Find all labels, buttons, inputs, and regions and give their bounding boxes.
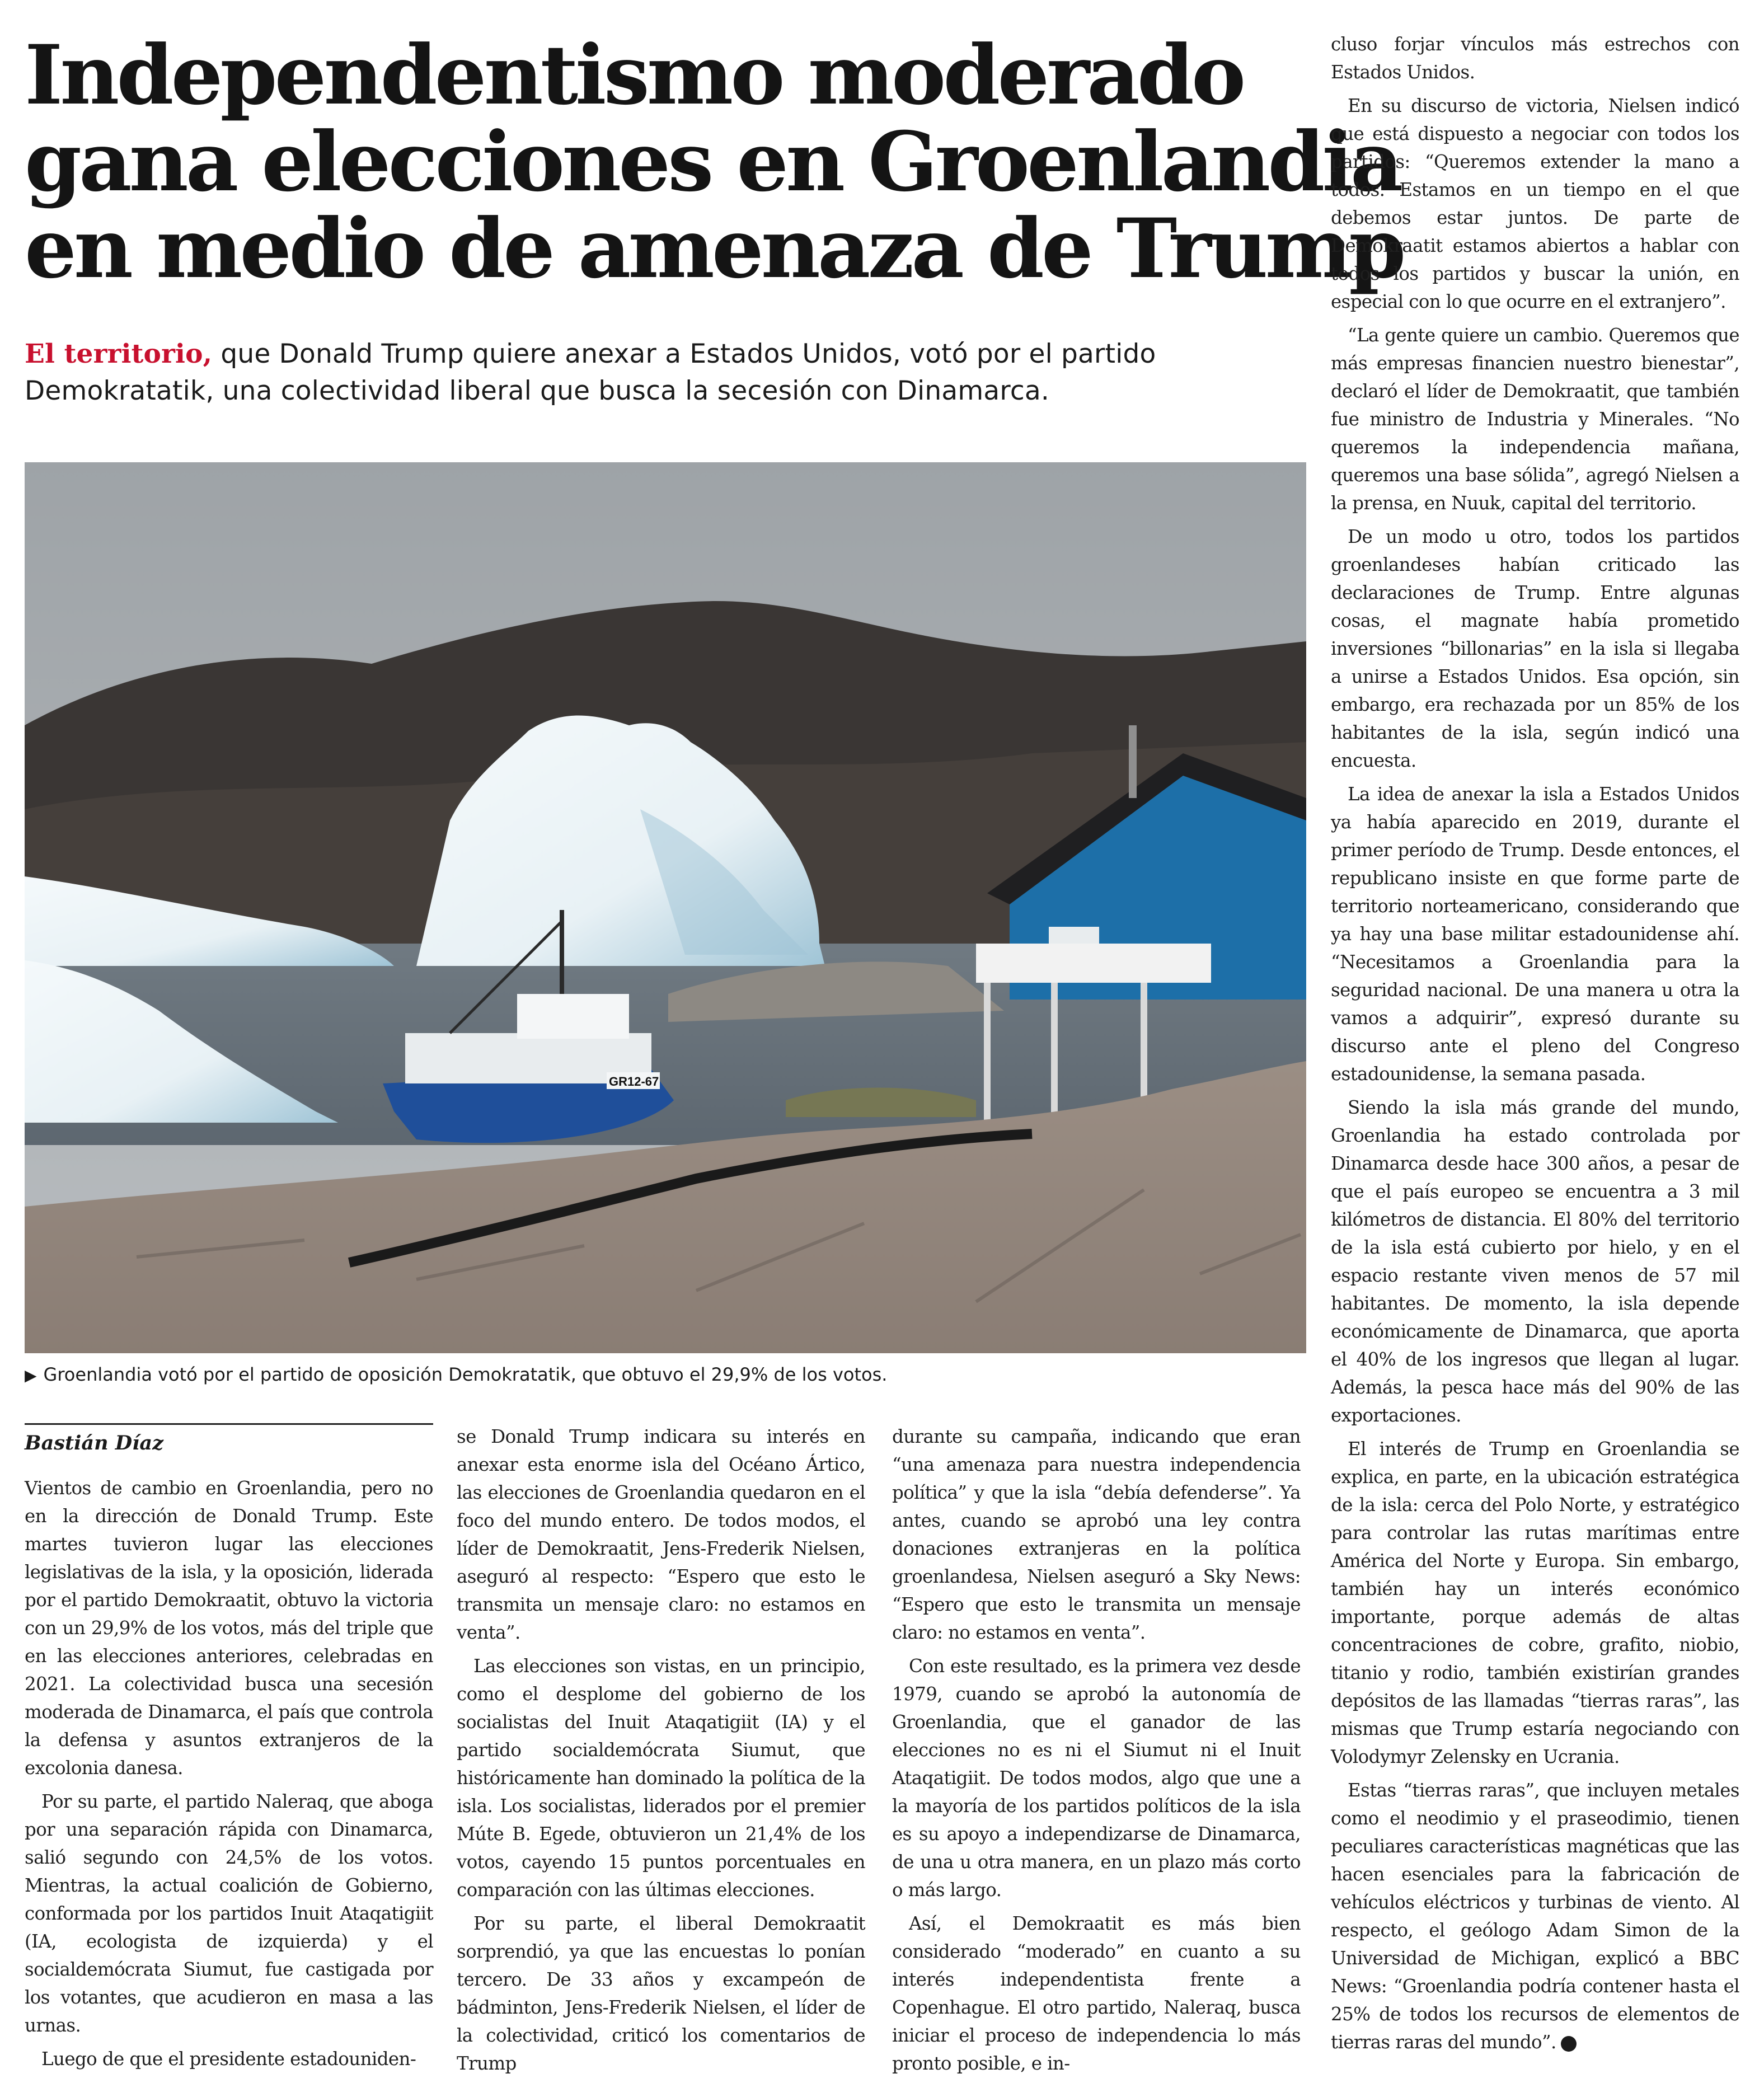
article-column-1 xyxy=(25,1474,433,2079)
ship-label: GR12-67 xyxy=(609,1075,659,1089)
col1-paragraph: Por su parte, el partido Naleraq, que aboga por una separación rápida con Dinamarca, salió segundo con 24,5% de los votos. Mientras, la actual coalición de Gobierno, conformada por los partidos Inuit Ataqatigiit (IA, ecologista de izquierda) y el socialdemócrata Siumut, fue castigada por los votantes, que acudieron en masa a las urnas. xyxy=(25,1791,433,2036)
photo-illustration xyxy=(25,462,1306,1353)
house-balcony xyxy=(976,944,1211,983)
col4-paragraph: De un modo u otro, todos los partidos groenlandeses habían criticado las declaraciones de Trump. Entre algunas cosas, el magnate había prometido inversiones “billonarias” en la isla si llegaba a unirse a Estados Unidos. Esa opción, sin embargo, era rechazada por un 85% de los habitantes de la isla, según indicó una encuesta. xyxy=(1331,526,1739,771)
col3-paragraph: Así, el Demokraatit es más bien considerado “moderado” en cuanto a su interés independentista frente a Copenhague. El otro partido, Naleraq, busca iniciar el proceso de independencia lo más pronto posible, e in- xyxy=(892,1913,1301,2074)
headline-line-1: Independentismo moderado xyxy=(25,27,1244,123)
headline-line-3: en medio de amenaza de Trump xyxy=(25,200,1404,297)
col3-paragraph: Con este resultado, es la primera vez desde 1979, cuando se aprobó la autonomía de Groenlandia, que el ganador de las elecciones no es ni el Siumut ni el Inuit Ataqatigiit. De todos modos, algo que une a la mayoría de los partidos políticos de la isla es su apoyo a independizarse de Dinamarca, de una u otra manera, en un plazo más corto o más largo. xyxy=(892,1655,1301,1901)
article-column-4 xyxy=(1331,30,1739,2062)
caption-text: Groenlandia votó por el partido de oposición Demokratatik, que obtuvo el 29,9% de los votos. xyxy=(43,1364,888,1385)
col4-paragraph: “La gente quiere un cambio. Queremos que más empresas financien nuestro bienestar”, declaró el líder de Demokraatit, que también fue ministro de Industria y Minerales. “No queremos la independencia mañana, queremos una base sólida”, agregó Nielsen a la prensa, en Nuuk, capital del territorio. xyxy=(1331,325,1739,514)
byline: Bastián Díaz xyxy=(25,1432,163,1455)
article-column-2 xyxy=(457,1423,865,2083)
lede xyxy=(25,336,1306,410)
col1-paragraph: Vientos de cambio en Groenlandia, pero no en la dirección de Donald Trump. Este martes tuvieron lugar las elecciones legislativas de la isla, y la oposición, liderada por el partido Demokraatit, obtuvo la victoria con un 29,9% de los votos, más del triple que en las elecciones anteriores, celebradas en 2021. La colectividad busca una secesión moderada de Dinamarca, el país que controla la defensa y asuntos extranjeros de la excolonia danesa. xyxy=(25,1477,433,1779)
col4-last-paragraph xyxy=(1331,1776,1739,2056)
col4-last-text: Estas “tierras raras”, que incluyen metales como el neodimio y el praseodimio, tienen peculiares características magnéticas que las hacen esenciales para la fabricación de vehículos eléctricos y turbinas de viento. Al respecto, el geólogo Adam Simon de la Universidad de Michigan, explicó a BBC News: “Groenlandia podría contener hasta el 25% de todos los recursos de elementos de tierras raras del mundo”. xyxy=(1331,1780,1739,2053)
byline-rule xyxy=(25,1423,433,1425)
article-column-3 xyxy=(892,1423,1301,2083)
lede-text: que Donald Trump quiere anexar a Estados Unidos, votó por el partido Demokratatik, una colectividad liberal que busca la secesión con Dinamarca. xyxy=(25,339,1156,406)
photo-greenland-iceberg xyxy=(25,462,1306,1353)
ship-cabin xyxy=(517,994,629,1039)
col4-paragraph: Siendo la isla más grande del mundo, Groenlandia ha estado controlada por Dinamarca desde hace 300 años, a pesar de que el país europeo se encuentra a 3 mil kilómetros de distancia. El 80% del territorio de la isla está cubierto por hielo, y en el espacio restante viven menos de 57 mil habitantes. De momento, la isla depende económicamente de Dinamarca, que aporta el 40% de los ingresos que llegan al lugar. Además, la pesca hace más del 90% de las exportaciones. xyxy=(1331,1097,1739,1426)
col2-paragraph: se Donald Trump indicara su interés en anexar esta enorme isla del Océano Ártico, las elecciones de Groenlandia quedaron en el foco del mundo entero. De todos modos, el líder de Demokraatit, Jens-Frederik Nielsen, aseguró al respecto: “Espero que esto le transmita un mensaje claro: no estamos en venta”. xyxy=(457,1426,865,1643)
col1-paragraph: Luego de que el presidente estadouniden- xyxy=(41,2048,416,2070)
col4-paragraph: El interés de Trump en Groenlandia se explica, en parte, en la ubicación estratégica de la isla: cerca del Polo Norte, y estratégico para controlar las rutas marítimas entre América del Norte y Europa. Sin embargo, también hay un interés económico importante, porque además de altas concentraciones de cobre, grafito, niobio, titanio y rodio, también existirían grandes depósitos de las llamadas “tierras raras”, las mismas que Trump estaría negociando con Volodymyr Zelensky en Ucrania. xyxy=(1331,1438,1739,1767)
col2-paragraph: Las elecciones son vistas, en un principio, como el desplome del gobierno de los socialistas del Inuit Ataqatigiit (IA) y el partido socialdemócrata Siumut, que históricamente han dominado la política de la isla. Los socialistas, liderados por el premier Múte B. Egede, obtuvieron un 21,4% de los votos, cayendo 15 puntos porcentuales en comparación con las últimas elecciones. xyxy=(457,1655,865,1901)
headline xyxy=(25,27,1404,297)
photo-caption xyxy=(25,1363,1306,1387)
end-of-article-icon xyxy=(1561,2036,1577,2052)
lede-kicker: El territorio, xyxy=(25,339,213,369)
col4-paragraph: En su discurso de victoria, Nielsen indicó que está dispuesto a negociar con todos los partidos: “Queremos extender la mano a todos. Estamos en un tiempo en el que debemos estar juntos. De parte de Demokraatit estamos abiertos a hablar con todos los partidos y buscar la unión, en especial con lo que ocurre en el extranjero”. xyxy=(1331,95,1739,312)
headline-line-2: gana elecciones en Groenlandia xyxy=(25,114,1401,210)
col3-paragraph: durante su campaña, indicando que eran “una amenaza para nuestra independencia política” y que la isla “debía defenderse”. Ya antes, cuando se aprobó una ley contra donaciones extranjeras en la política groenlandesa, Nielsen aseguró a Sky News: “Espero que esto le transmita un mensaje claro: no estamos en venta”. xyxy=(892,1426,1301,1643)
col4-paragraph: cluso forjar vínculos más estrechos con Estados Unidos. xyxy=(1331,34,1739,83)
col4-paragraph: La idea de anexar la isla a Estados Unidos ya había aparecido en 2019, durante el primer período de Trump. Desde entonces, el republicano insiste en que forme parte de territorio norteamericano, considerando que ya hay una base militar estadounidense ahí. “Necesitamos a Groenlandia para la seguridad nacional. De una manera u otra la vamos a adquirir”, expresó durante su discurso ante el pleno del Congreso estadounidense, la semana pasada. xyxy=(1331,784,1739,1085)
col2-paragraph: Por su parte, el liberal Demokraatit sorprendió, ya que las encuestas lo ponían tercero. De 33 años y excampeón de bádminton, Jens-Frederik Nielsen, el líder de la colectividad, criticó los comentarios de Trump xyxy=(457,1913,865,2074)
caption-marker-icon: ▶ xyxy=(25,1366,37,1385)
